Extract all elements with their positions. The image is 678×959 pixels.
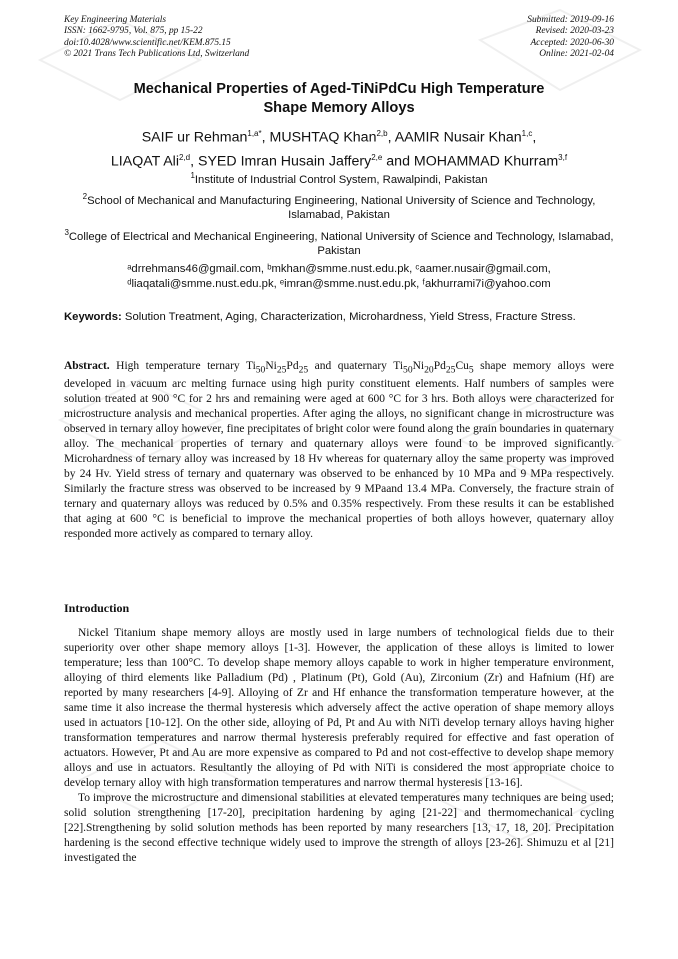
title-line-1: Mechanical Properties of Aged-TiNiPdCu High Temperature — [133, 81, 545, 97]
abstract — [64, 359, 614, 542]
keywords-text: Solution Treatment, Aging, Characterization, Microhardness, Yield Stress, Fracture Stress. — [121, 311, 576, 323]
paragraph: To improve the microstructure and dimensional stabilities at elevated temperatures many techniques are being used; solid solution strengthening [17-20], precipitation hardening by aging [21-22] and thermomechanical cycling [22].Strengthening by solid solution methods has been reported by many researchers [13, 17, 18, 20]. Precipitation hardening is the second effective technique widely used to improve the strength of alloys [23-26]. Shimuzu et al [21] investigated the — [64, 792, 614, 864]
subscript: 25 — [298, 364, 309, 376]
subscript: 25 — [276, 364, 287, 376]
abstract-text: and quaternary Ti — [308, 360, 404, 372]
emails-line-2: ᵈliaqatali@smme.nust.edu.pk, ᵉimran@smme.nust.edu.pk, ᶠakhurrami7i@yahoo.com — [127, 277, 551, 290]
journal-copyright: © 2021 Trans Tech Publications Ltd, Switzerland — [64, 48, 250, 59]
author-name: AAMIR Nusair Khan — [394, 129, 522, 146]
author-sup: 3,f — [558, 152, 568, 162]
affiliation-sup: 2 — [82, 192, 88, 201]
emails-line-1: ᵃdrrehmans46@gmail.com, ᵇmkhan@smme.nust.edu.pk, ᶜaamer.nusair@gmail.com, — [127, 263, 551, 275]
author-sup: 1,a* — [247, 129, 262, 138]
keywords-label: Keywords: — [64, 311, 122, 323]
journal-issn: ISSN: 1662-9795, Vol. 875, pp 15-22 — [64, 26, 203, 37]
subscript: 50 — [255, 364, 266, 376]
abstract-text: Pd — [286, 360, 299, 372]
abstract-text: Ni — [412, 360, 425, 372]
affiliation-2 — [64, 190, 614, 223]
author-sup: 2,d — [178, 152, 191, 162]
introduction-body — [64, 626, 614, 866]
date-revised: Revised: 2020-03-23 — [535, 26, 614, 37]
affiliation-text: College of Electrical and Mechanical Engineering, National University of Science and Technology, Islamabad, Pakistan — [68, 230, 614, 258]
abstract-text: High temperature ternary Ti — [109, 360, 256, 372]
author-sep: , — [190, 153, 198, 170]
affiliation-text: Institute of Industrial Control System, Rawalpindi, Pakistan — [194, 173, 488, 186]
affiliation-1 — [64, 169, 614, 187]
affiliation-sup: 3 — [64, 228, 69, 237]
author-sep: , — [261, 129, 270, 146]
authors-line-1 — [64, 124, 614, 148]
subscript: 20 — [424, 364, 434, 376]
author-sep: , — [387, 129, 395, 146]
section-heading-introduction: Introduction — [64, 601, 130, 615]
subscript: 5 — [468, 364, 474, 376]
author-name: MUSHTAQ Khan — [269, 129, 377, 146]
author-sup: 2,e — [371, 152, 383, 162]
abstract-text: shape memory alloys were developed in vacuum arc melting furnace using high purity constituent elements. Half numbers of samples were solution treated at 900 °C for 2 hrs and remaining were aged at 600 °C for 3 hrs. Both alloys were characterized for microstructure analysis and mechanical properties. After aging the alloys, no significant change in microstructure was observed in ternary alloy however, fine precipitates of bright color were found along the grain boundaries in quaternary alloy. The mechanical properties of ternary and quaternary alloys were found to be improved significantly. Microhardness of ternary alloy was increased by 18 Hv whereas for quaternary alloy the same property was improved by 24 Hv. Yield stress of ternary and quaternary was observed to be enhanced by 10 MPa and 9 MPa respectively. Similarly the fracture stress was observed to be increased by 9 MPaand 13.4 MPa. Conversely, the fracture strain of ternary and quaternary alloys was reduced by 0.5% and 0.35% respectively. From these results it can be established that aging at 600 °C is beneficial to improve the mechanical properties of both alloys however, quaternary alloy responded more actively as compared to ternary alloy. — [64, 360, 614, 541]
subscript: 25 — [445, 364, 456, 376]
author-emails — [64, 262, 614, 291]
abstract-label: Abstract. — [64, 360, 110, 372]
affiliation-sup: 1 — [190, 171, 195, 180]
journal-name: Key Engineering Materials — [64, 15, 167, 25]
affiliation-text: School of Mechanical and Manufacturing Engineering, National University of Science and Technology, Islamabad, Pakistan — [87, 194, 596, 222]
author-name: SAIF ur Rehman — [141, 129, 248, 146]
authors-line-2 — [64, 148, 614, 172]
abstract-text: Ni — [265, 360, 277, 372]
author-name: SYED Imran Husain Jaffery — [198, 153, 372, 170]
author-sup: 1,c — [521, 129, 533, 138]
author-sup: 2,b — [376, 129, 388, 138]
date-submitted: Submitted: 2019-09-16 — [527, 15, 614, 25]
submission-dates — [527, 15, 614, 60]
author-sep: , — [532, 129, 537, 146]
subscript: 50 — [403, 364, 413, 376]
affiliation-3 — [64, 226, 614, 259]
author-name: MOHAMMAD Khurram — [413, 153, 559, 170]
date-accepted: Accepted: 2020-06-30 — [530, 37, 614, 48]
author-name: LIAQAT Ali — [110, 153, 179, 170]
paper-title — [64, 80, 614, 117]
author-and: and — [382, 153, 414, 170]
keywords — [64, 310, 614, 325]
journal-doi: doi:10.4028/www.scientific.net/KEM.875.15 — [64, 37, 231, 48]
title-line-2: Shape Memory Alloys — [263, 99, 415, 116]
journal-info — [64, 15, 249, 60]
author-list — [64, 124, 614, 171]
paragraph: Nickel Titanium shape memory alloys are mostly used in large numbers of technological fields due to their superiority over other shape memory alloys [1-3]. However, the application of these alloys is limited to lower temperature; less than 100°C. To develop shape memory alloys capable to work in higher temperature environment, alloying of third elements like Palladium (Pd) , Platinum (Pt), Gold (Au), Zirconium (Zr) and Hafnium (Hf) are reported by many researchers [4-9]. Alloying of Zr and Hf enhance the transformation temperature however, at the same time it also increase the thermal hysteresis which adversely affect the active operation of shape memory alloys used in actuators [10-12]. On the other side, alloying of Pd, Pt and Au with NiTi develop ternary alloys having higher transformation temperatures and narrow thermal hysteresis preferably required for effective and fast operation of actuators. However, Pt and Au are more expensive as compared to Pd and not cost-effective to develop shape memory alloys and use in actuators. Resultantly the alloying of Pd with NiTi is considered the most appropriate choice to develop ternary alloy with high transformation temperatures and narrow thermal hysteresis [13-16]. — [64, 627, 614, 789]
abstract-text: Cu — [455, 360, 469, 372]
abstract-text: Pd — [433, 360, 446, 372]
date-online: Online: 2021-02-04 — [539, 48, 614, 59]
